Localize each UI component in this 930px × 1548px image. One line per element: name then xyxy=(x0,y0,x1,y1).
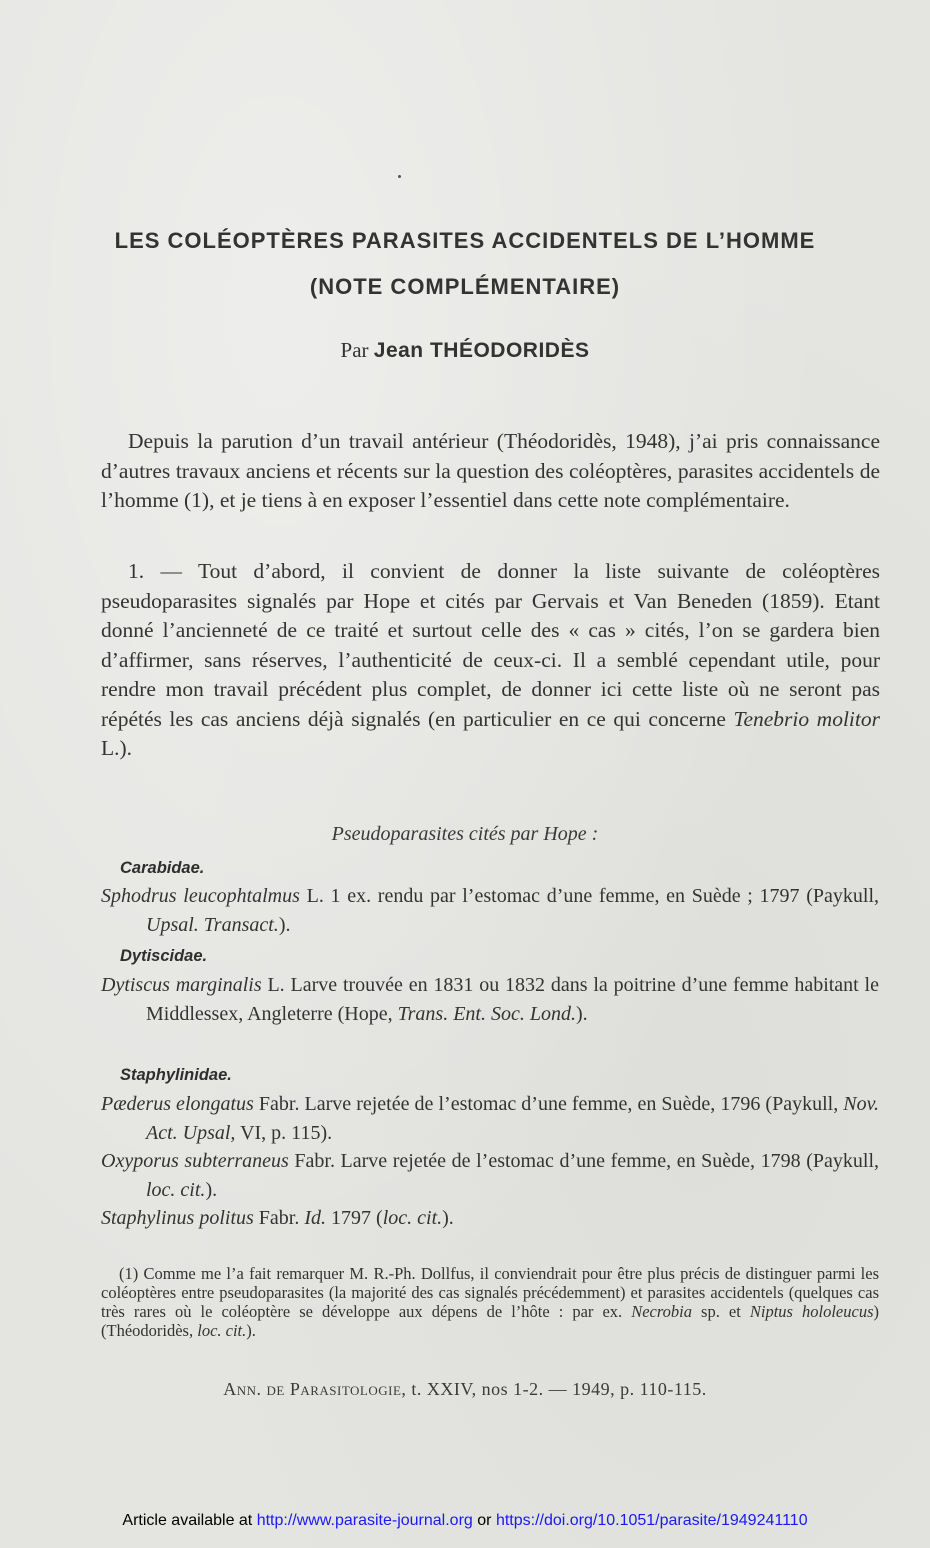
family-dytiscidae: Dytiscidae. xyxy=(120,947,208,965)
doi-link[interactable]: https://doi.org/10.1051/parasite/1949241110 xyxy=(495,1512,808,1529)
entry-sphodrus xyxy=(101,882,879,939)
entry-reference: loc. cit. xyxy=(146,1178,206,1201)
entry-staphylinus xyxy=(101,1204,879,1233)
footnote-text-4: ). xyxy=(246,1321,256,1340)
entry-text-end: ). xyxy=(575,1002,588,1025)
author-name: Jean THÉODORIDÈS xyxy=(373,339,590,362)
entry-reference: Trans. Ent. Soc. Lond. xyxy=(397,1002,576,1025)
footer-prefix: Article available at xyxy=(122,1512,257,1529)
entry-reference-2: loc. cit. xyxy=(382,1207,443,1229)
journal-reference xyxy=(0,1379,930,1400)
entry-text: Fabr. Larve rejetée de l’estomac d’une femme, en Suède, 1796 (Paykull, xyxy=(253,1093,844,1115)
byline-prefix: Par xyxy=(340,338,369,362)
journal-website-link[interactable]: http://www.parasite-journal.org xyxy=(256,1512,473,1529)
scan-speck xyxy=(398,175,401,178)
entry-reference: Upsal. Transact. xyxy=(146,913,279,936)
article-title-line2: (NOTE COMPLÉMENTAIRE) xyxy=(309,274,621,299)
species-name: Pæderus elongatus xyxy=(101,1093,254,1115)
family-carabidae: Carabidae. xyxy=(120,859,205,877)
entry-text: L. Larve trouvée en 1831 ou 1832 dans la poitrine d’une femme habitant le Middlessex, Angleterre (Hope, xyxy=(146,974,879,1025)
entry-oxyporus xyxy=(101,1147,879,1204)
species-name: Sphodrus leucophtalmus xyxy=(101,885,300,907)
article-title-line1: LES COLÉOPTÈRES PARASITES ACCIDENTELS DE L’HOMME xyxy=(114,228,816,253)
entry-text-mid: 1797 ( xyxy=(326,1207,383,1229)
species-name: Dytiscus marginalis xyxy=(101,974,262,996)
species-name: Staphylinus politus xyxy=(101,1207,254,1229)
entry-text: Fabr. xyxy=(253,1207,305,1229)
footnote-species-1: Necrobia xyxy=(631,1302,693,1321)
entry-paederus xyxy=(101,1090,879,1147)
paragraph-list-intro-text: 1. — Tout d’abord, il convient de donner la liste suivante de coléoptères pseudoparasites signalés par Hope et cités par Gervais et Van Beneden (1859). Etant donné l’ancienneté de ce traité et surtout celle des « cas » cités, l’on se gardera bien d’affirmer, sans réserves, l’authenticité de ceux-ci. Il a semblé cependant utile, pour rendre mon travail précédent plus complet, de donner ici cette liste où ne seront pas répétés les cas anciens déjà signalés (en particulier en ce qui concerne xyxy=(101,559,880,731)
footnote-species-2: Niptus hololeucus xyxy=(749,1302,874,1321)
section-title: Pseudoparasites cités par Hope : xyxy=(331,823,599,845)
entry-dytiscus xyxy=(101,971,879,1028)
paragraph-list-intro-end: L.). xyxy=(101,736,133,760)
byline xyxy=(0,338,930,363)
footnote-text-3: ) (Théodoridès, xyxy=(101,1302,879,1340)
footnote xyxy=(101,1264,879,1340)
entry-text-end: ). xyxy=(278,913,291,936)
entry-text-end: ). xyxy=(205,1178,218,1201)
footnote-text: (1) Comme me l’a fait remarquer M. R.-Ph. Dollfus, il conviendrait pour être plus précis de distinguer parmi les coléoptères entre pseudoparasites (la majorité des cas signalés précédemment) et parasites accidentels (quelques cas très rares où le coléoptère se développe aux dépens de l’hôte : par ex. xyxy=(101,1264,879,1321)
entry-reference: Id. xyxy=(304,1207,327,1229)
footer-middle: or xyxy=(472,1512,496,1529)
paragraph-list-intro xyxy=(101,557,880,764)
footnote-reference: loc. cit. xyxy=(197,1321,247,1340)
entry-text-end: VI, p. 115). xyxy=(235,1121,333,1144)
availability-footer xyxy=(0,1512,930,1530)
family-staphylinidae: Staphylinidae. xyxy=(120,1066,232,1084)
footnote-text-2: sp. et xyxy=(692,1302,750,1321)
paragraph-intro: Depuis la parution d’un travail antérieur (Théodoridès, 1948), j’ai pris connaissance d’autres travaux anciens et récents sur la question des coléoptères, parasites accidentels de l’homme (1), et je tiens à en exposer l’essentiel dans cette note complémentaire. xyxy=(101,429,880,512)
entry-reference: Nov. Act. Upsal, xyxy=(146,1093,879,1144)
journal-name: Ann. de Parasitologie, xyxy=(223,1379,407,1399)
entry-text: Fabr. Larve rejetée de l’estomac d’une femme, en Suède, 1798 (Paykull, xyxy=(288,1150,879,1172)
species-name: Oxyporus subterraneus xyxy=(101,1150,289,1172)
species-tenebrio: Tenebrio molitor xyxy=(733,706,880,731)
journal-volume: t. XXIV, nos 1-2. — 1949, p. 110-115. xyxy=(406,1379,707,1399)
entry-text-end: ). xyxy=(442,1207,454,1229)
entry-text: L. 1 ex. rendu par l’estomac d’une femme, en Suède ; 1797 (Paykull, xyxy=(299,885,880,907)
